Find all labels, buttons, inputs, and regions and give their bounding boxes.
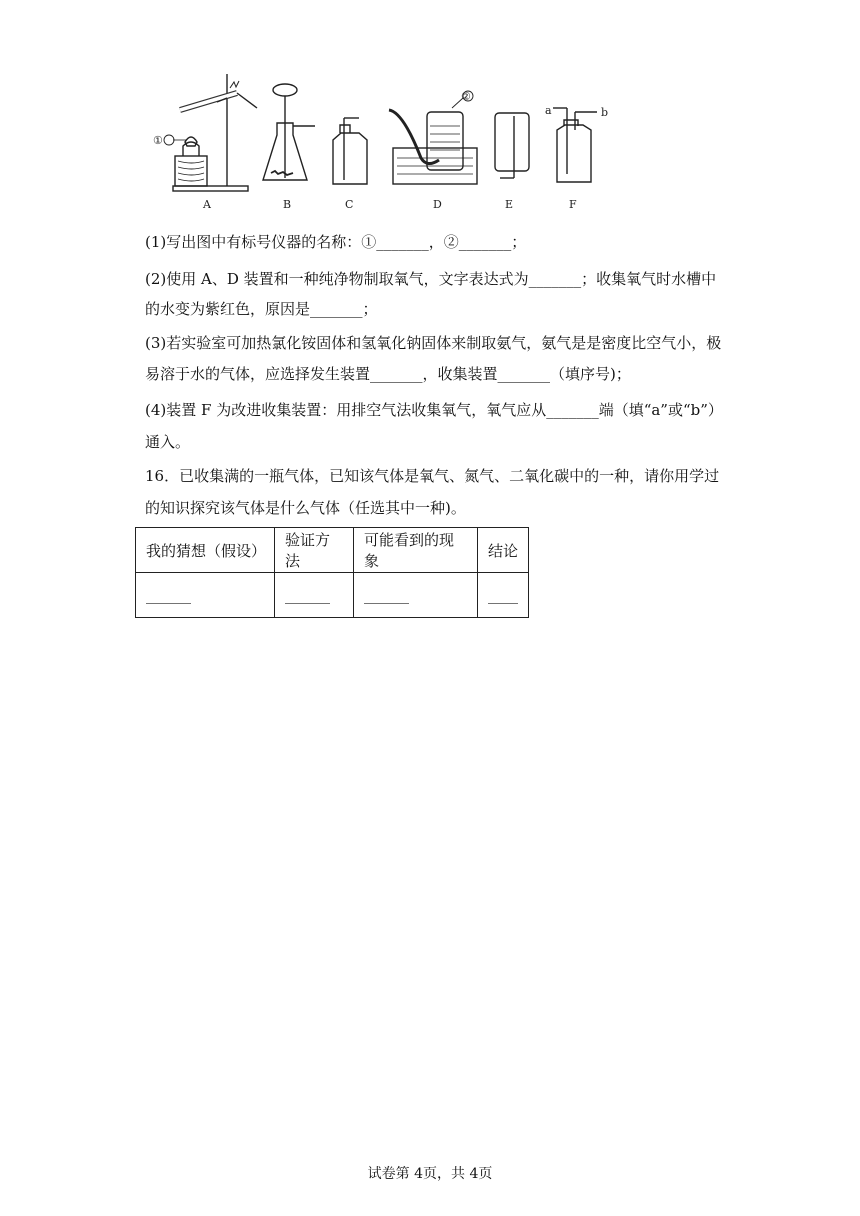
apparatus-figure (153, 68, 625, 216)
blank-conclusion: ____ (478, 573, 529, 618)
port-a-label: a (545, 104, 552, 117)
label-c: C (345, 198, 354, 211)
port-b-label: b (601, 106, 609, 119)
label-f: F (569, 198, 577, 211)
question-2-line-2: 的水变为紫红色，原因是_______； (145, 300, 378, 318)
apparatus-b (263, 84, 315, 180)
header-conclusion: 结论 (478, 528, 529, 573)
question-16-line-1: 16．已收集满的一瓶气体，已知该气体是氧气、氮气、二氧化碳中的一种，请你用学过 (145, 467, 720, 485)
apparatus-d (389, 91, 477, 184)
gas-identification-table (135, 527, 529, 618)
apparatus-a (164, 74, 257, 191)
blank-hypothesis: ______ (136, 573, 275, 618)
blank-method: ______ (275, 573, 354, 618)
question-1: (1)写出图中有标号仪器的名称：①_______，②_______； (145, 233, 527, 251)
question-4-line-1: (4)装置 F 为改进收集装置：用排空气法收集氧气，氧气应从_______端（填“a”或“b”） (145, 401, 723, 419)
question-3-line-1: (3)若实验室可加热氯化铵固体和氢氧化钠固体来制取氨气，氨气是是密度比空气小，极 (145, 334, 722, 352)
table-header-row (136, 528, 529, 573)
question-3-line-2: 易溶于水的气体，应选择发生装置_______，收集装置_______（填序号)； (145, 365, 631, 383)
table-row (136, 573, 529, 618)
label-e: E (505, 198, 514, 211)
label-b: B (283, 198, 292, 211)
apparatus-e (495, 113, 529, 178)
marker-1: ① (153, 134, 163, 147)
question-4-line-2: 通入。 (145, 433, 191, 451)
label-a: A (203, 198, 211, 211)
blank-phenomenon: ______ (354, 573, 478, 618)
label-d: D (433, 198, 442, 211)
apparatus-diagram (153, 68, 625, 216)
question-16-line-2: 的知识探究该气体是什么气体（任选其中一种)。 (145, 499, 466, 517)
header-hypothesis: 我的猜想（假设） (136, 528, 275, 573)
apparatus-c (333, 118, 367, 184)
marker-2: ② (461, 90, 471, 103)
header-phenomenon: 可能看到的现象 (354, 528, 478, 573)
page-footer: 试卷第 4页，共 4页 (367, 1166, 493, 1182)
question-2-line-1: (2)使用 A、D 装置和一种纯净物制取氧气，文字表达式为_______；收集氧气时水槽中 (145, 270, 717, 288)
apparatus-f (553, 108, 597, 182)
header-method: 验证方法 (275, 528, 354, 573)
